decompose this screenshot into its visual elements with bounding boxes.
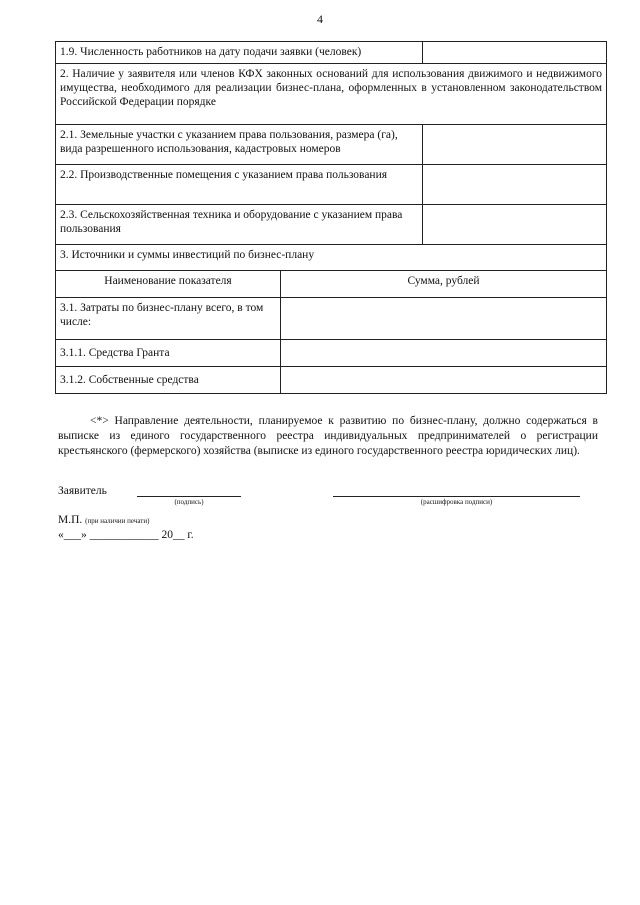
decoding-caption: (расшифровка подписи) bbox=[420, 498, 493, 506]
table-row bbox=[56, 340, 607, 367]
table-row bbox=[56, 245, 607, 271]
row-2-2-value[interactable] bbox=[423, 165, 607, 205]
table-row bbox=[56, 205, 607, 245]
row-2-3-value[interactable] bbox=[423, 205, 607, 245]
seal-note: (при наличии печати) bbox=[85, 517, 150, 525]
row-3-label: 3. Источники и суммы инвестиций по бизнес-плану bbox=[56, 245, 607, 271]
footnote: <*> Направление деятельности, планируемое к развитию по бизнес-плану, должно содержаться в выписке из единого государственного реестра индивидуальных предпринимателей о регистрации крестьянского (фермерского) хозяйства (выписке из единого государственного реестра юридических лиц). bbox=[58, 415, 598, 457]
row-2-label: 2. Наличие у заявителя или членов КФХ законных оснований для использования движимого и недвижимого имущества, необходимого для реализации бизнес-плана, оформленных в установленном законодательством Российской Федерации порядке bbox=[56, 64, 607, 125]
signature-line[interactable] bbox=[137, 483, 241, 497]
seal-line bbox=[58, 514, 149, 526]
table-row bbox=[56, 298, 607, 340]
application-form-table bbox=[55, 41, 607, 394]
table-row bbox=[56, 125, 607, 165]
row-2-1-label: 2.1. Земельные участки с указанием права пользования, размера (га), вида разрешенного использования, кадастровых номеров bbox=[56, 125, 423, 165]
row-2-2-label: 2.2. Производственные помещения с указанием права пользования bbox=[56, 165, 423, 205]
column-header-name: Наименование показателя bbox=[56, 271, 281, 298]
table-row bbox=[56, 165, 607, 205]
column-header-sum: Сумма, рублей bbox=[281, 271, 607, 298]
page-number: 4 bbox=[317, 12, 323, 26]
row-3-1-2-label: 3.1.2. Собственные средства bbox=[56, 367, 281, 394]
row-2-1-value[interactable] bbox=[423, 125, 607, 165]
table-row bbox=[56, 64, 607, 125]
signature-decoding-line[interactable] bbox=[333, 483, 580, 497]
row-1-9-value[interactable] bbox=[423, 42, 607, 64]
signature-caption: (подпись) bbox=[174, 498, 204, 506]
row-3-1-value[interactable] bbox=[281, 298, 607, 340]
table-header-row bbox=[56, 271, 607, 298]
row-3-1-2-value[interactable] bbox=[281, 367, 607, 394]
date-line: «___» ____________ 20__ г. bbox=[58, 529, 194, 541]
row-2-3-label: 2.3. Сельскохозяйственная техника и оборудование с указанием права пользования bbox=[56, 205, 423, 245]
applicant-label: Заявитель bbox=[58, 485, 107, 497]
seal-label: М.П. bbox=[58, 514, 83, 526]
row-3-1-1-label: 3.1.1. Средства Гранта bbox=[56, 340, 281, 367]
table-row bbox=[56, 367, 607, 394]
row-1-9-label: 1.9. Численность работников на дату подачи заявки (человек) bbox=[56, 42, 423, 64]
table-row bbox=[56, 42, 607, 64]
row-3-1-1-value[interactable] bbox=[281, 340, 607, 367]
row-3-1-label: 3.1. Затраты по бизнес-плану всего, в том числе: bbox=[56, 298, 281, 340]
